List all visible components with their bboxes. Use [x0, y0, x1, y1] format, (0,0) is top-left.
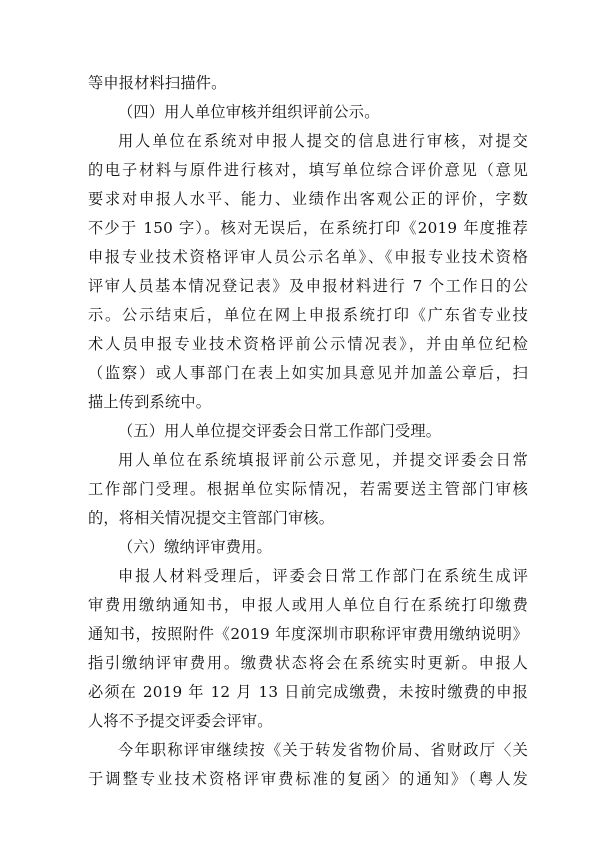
text-line: 等申报材料扫描件。 [88, 74, 227, 92]
text-line: 人将不予提交评委会评审。 [88, 712, 273, 730]
text-line: 工作部门受理。根据单位实际情况，若需要送主管部门审核 [88, 480, 528, 498]
text-line: 申报专业技术资格评审人员公示名单》、《申报专业技术资格 [88, 248, 528, 266]
text-line: 示。公示结束后，单位在网上申报系统打印《广东省专业技 [88, 306, 528, 324]
text-line: 必须在 2019 年 12 月 13 日前完成缴费，未按时缴费的申报 [88, 683, 528, 701]
text-line: 术人员申报专业技术资格评前公示情况表》，并由单位纪检 [88, 335, 528, 353]
text-line: 于调整专业技术资格评审费标准的复函〉的通知》（粤人发 [88, 770, 528, 788]
text-line: 审费用缴纳通知书，申报人或用人单位自行在系统打印缴费 [88, 596, 528, 614]
text-line: 今年职称评审继续按《关于转发省物价局、省财政厅〈关 [118, 741, 528, 759]
text-line: （监察）或人事部门在表上如实加具意见并加盖公章后，扫 [88, 364, 528, 382]
text-line: 的，将相关情况提交主管部门审核。 [88, 509, 335, 527]
text-line: 通知书，按照附件《2019 年度深圳市职称评审费用缴纳说明》 [88, 625, 528, 643]
text-line: 评审人员基本情况登记表》及申报材料进行 7 个工作日的公 [88, 277, 528, 295]
section-heading-6: （六）缴纳评审费用。 [118, 538, 272, 556]
text-line: 用人单位在系统对申报人提交的信息进行审核，对提交 [118, 132, 528, 150]
text-line: 用人单位在系统填报评前公示意见，并提交评委会日常 [118, 451, 528, 469]
section-heading-5: （五）用人单位提交评委会日常工作部门受理。 [118, 422, 442, 440]
text-line: 不少于 150 字）。核对无误后，在系统打印《2019 年度推荐 [88, 219, 528, 237]
text-line: 申报人材料受理后，评委会日常工作部门在系统生成评 [118, 567, 528, 585]
section-heading-4: （四）用人单位审核并组织评前公示。 [118, 103, 380, 121]
text-line: 指引缴纳评审费用。缴费状态将会在系统实时更新。申报人 [88, 654, 528, 672]
text-line: 要求对申报人水平、能力、业绩作出客观公正的评价，字数 [88, 190, 528, 208]
text-line: 描上传到系统中。 [88, 393, 212, 411]
text-line: 的电子材料与原件进行核对，填写单位综合评价意见（意见 [88, 161, 528, 179]
